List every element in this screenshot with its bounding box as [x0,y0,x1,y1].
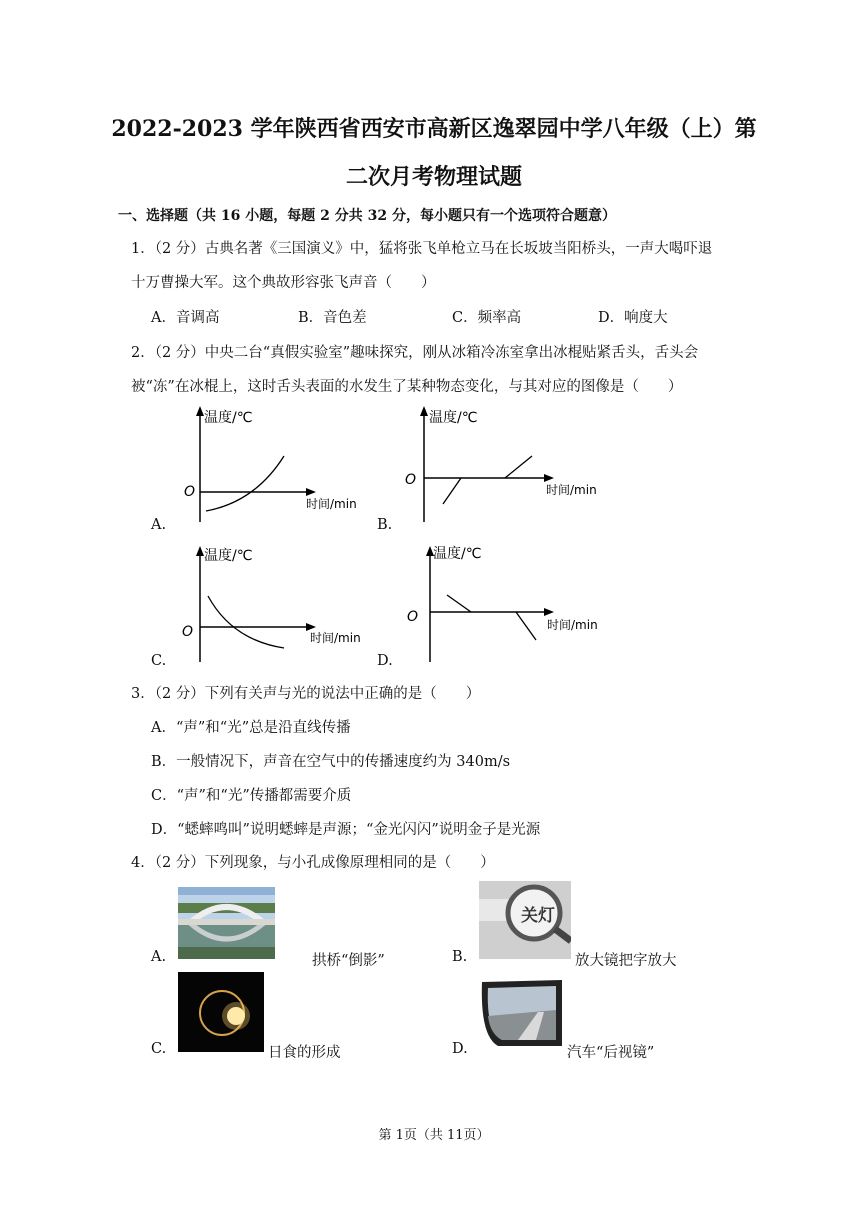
q4-label-c: C. [151,1041,167,1057]
q4-stem: 4．（2 分）下列现象，与小孔成像原理相同的是（ ） [131,855,495,871]
q4-photo-b-magnifier [479,881,571,959]
q2-graph-c-ylabel: 温度/℃ [204,548,253,564]
q3-option-c: C．“声”和“光”传播都需要介质 [151,788,352,804]
q2-graph-c-origin: O [182,624,194,640]
q4-label-a: A. [151,949,167,965]
q2-graph-d [397,540,612,665]
q4-label-b: B. [452,949,468,965]
q3-option-b: B．一般情况下，声音在空气中的传播速度约为 340m/s [151,754,511,770]
q2-graph-c-xlabel: 时间/min [310,631,361,645]
q2-stem-line1: 2．（2 分）中央二台“真假实验室”趣味探究，刚从冰箱冷冻室拿出冰棍贴紧舌头，舌头会 [131,345,699,361]
q4-caption-d: 汽车“后视镜” [567,1045,655,1061]
page-footer: 第 1页（共 11页） [378,1128,490,1143]
q4-photo-c-eclipse [178,972,264,1052]
q4-photo-d-rearview-mirror [478,976,564,1052]
q2-graph-b-xlabel: 时间/min [546,483,597,497]
q2-graph-a-origin: O [184,484,196,500]
q1-stem-line1: 1．（2 分）古典名著《三国演义》中，猛将张飞单枪立马在长坂坡当阳桥头，一声大喝吓退 [131,241,713,257]
q4-caption-c: 日食的形成 [268,1045,341,1061]
q2-graph-b-origin: O [405,472,417,488]
q2-graph-d-origin: O [407,609,419,625]
q3-stem: 3．（2 分）下列有关声与光的说法中正确的是（ ） [131,686,481,702]
q1-option-a: A．音调高 [151,310,220,326]
q3-option-d: D．“蟋蟀鸣叫”说明蟋蟀是声源；“金光闪闪”说明金子是光源 [151,822,541,838]
q2-graph-a [170,400,380,525]
page-title-line1: 2022-2023 学年陕西省西安市高新区逸翠园中学八年级（上）第 [111,116,757,142]
q1-option-c: C．频率高 [452,310,522,326]
section-heading: 一、选择题（共 16 小题，每题 2 分共 32 分，每小题只有一个选项符合题意） [118,208,616,224]
q2-graph-d-ylabel: 温度/℃ [433,546,482,562]
page-title-line2: 二次月考物理试题 [345,164,522,190]
q4-photo-b-text: 关灯 [521,906,555,926]
q3-option-a: A．“声”和“光”总是沿直线传播 [151,720,351,736]
q2-label-b: B. [377,517,393,533]
q1-stem-line2: 十万曹操大军。这个典故形容张飞声音（ ） [131,275,436,291]
q2-graph-a-ylabel: 温度/℃ [204,410,253,426]
q4-label-d: D. [452,1041,468,1057]
q2-graph-b-ylabel: 温度/℃ [429,410,478,426]
q2-label-a: A. [151,517,167,533]
q2-label-c: C. [151,653,167,669]
q2-graph-d-xlabel: 时间/min [547,618,598,632]
q2-graph-b [397,400,612,525]
q4-photo-a-arch-bridge [178,887,275,959]
q1-option-d: D．响度大 [598,310,668,326]
q2-graph-c [170,540,380,665]
q1-option-b: B．音色差 [298,310,367,326]
q2-stem-line2: 被“冻”在冰棍上，这时舌头表面的水发生了某种物态变化，与其对应的图像是（ ） [131,379,683,395]
q4-caption-b: 放大镜把字放大 [575,953,677,969]
q2-graph-a-xlabel: 时间/min [306,497,357,511]
q2-label-d: D. [377,653,393,669]
q4-caption-a: 拱桥“倒影” [312,953,385,969]
